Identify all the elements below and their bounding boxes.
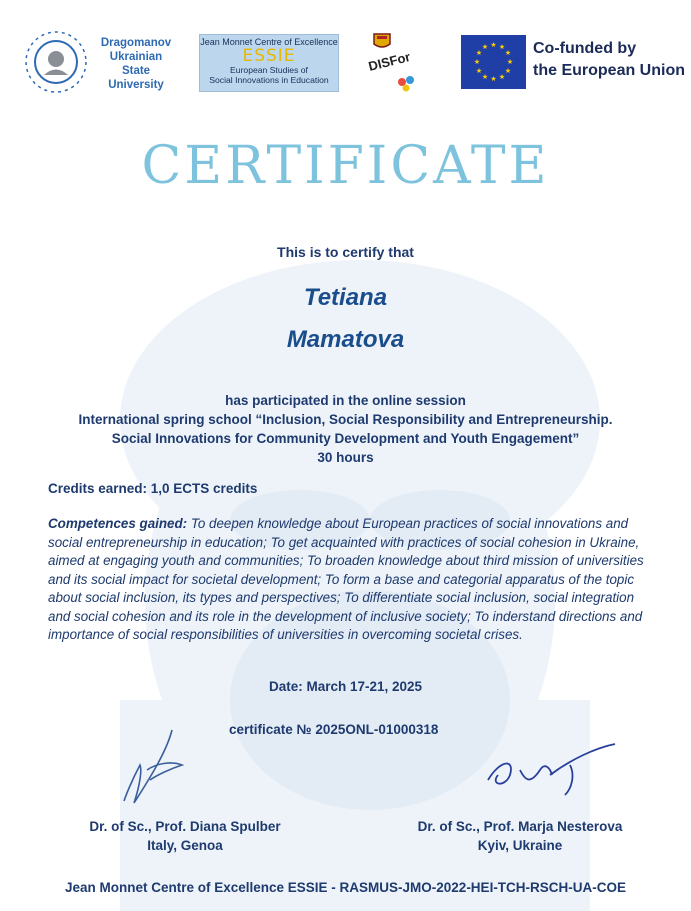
university-logo — [24, 30, 174, 96]
svg-text:★: ★ — [506, 58, 514, 66]
session-line: has participated in the online session — [225, 393, 466, 408]
essie-title: ESSIE — [242, 46, 296, 66]
svg-text:★: ★ — [490, 41, 497, 49]
disfor-logo — [366, 32, 436, 92]
eu-funding-label: Co-funded by the European Union — [533, 40, 685, 79]
session-block — [60, 391, 631, 467]
university-seal-icon — [24, 30, 88, 94]
university-name: Dragomanov Ukrainian State University — [100, 37, 172, 91]
signatory-location: Italy, Genoa — [147, 838, 223, 853]
recipient-last-name: Mamatova — [286, 326, 405, 353]
svg-text:★: ★ — [473, 58, 481, 66]
svg-text:★: ★ — [481, 73, 489, 81]
signatory-right — [390, 817, 650, 855]
signature-spulber — [112, 725, 202, 810]
svg-text:★: ★ — [504, 49, 512, 57]
svg-text:★: ★ — [490, 75, 497, 83]
svg-text:★: ★ — [498, 73, 506, 81]
signatory-name: Dr. of Sc., Prof. Diana Spulber — [89, 819, 281, 834]
essie-top-text: Jean Monnet Centre of Excellence — [200, 37, 338, 47]
svg-text:★: ★ — [475, 49, 483, 57]
competences-block — [48, 515, 658, 645]
signature-nesterova — [480, 740, 620, 800]
eu-stars-icon — [461, 35, 526, 89]
svg-text:★: ★ — [498, 43, 506, 51]
footer-project-code: Jean Monnet Centre of Excellence ESSIE - RASMUS-JMO-2022-HEI-TCH-RSCH-UA-COE — [64, 880, 627, 895]
eu-flag — [461, 35, 526, 89]
essie-line-1: European Studies of — [230, 65, 308, 75]
signatory-name: Dr. of Sc., Prof. Marja Nesterova — [417, 819, 623, 834]
signatory-location: Kyiv, Ukraine — [477, 838, 563, 853]
svg-text:★: ★ — [481, 43, 489, 51]
disfor-text: DISFor — [366, 49, 412, 74]
certify-text: This is to certify that — [277, 244, 414, 260]
svg-text:★: ★ — [504, 67, 512, 75]
credits-earned: Credits earned: 1,0 ECTS credits — [48, 481, 258, 496]
essie-logo — [199, 34, 339, 92]
svg-text:★: ★ — [475, 67, 483, 75]
certificate-number: certificate № 2025ONL-01000318 — [229, 722, 439, 737]
essie-line-2: Social Innovations in Education — [209, 75, 329, 85]
competences-label: Competences gained: — [48, 516, 188, 531]
session-date: Date: March 17-21, 2025 — [268, 679, 423, 694]
recipient-first-name: Tetiana — [303, 284, 388, 311]
program-title: International spring school “Inclusion, Social Responsibility and Entrepreneurship. Social Innovations for Community Development and Youth Engagement” — [78, 412, 613, 446]
signatory-left — [60, 817, 310, 855]
competences-text: To deepen knowledge about European practices of social innovations and social entrepreneurship in education; To get acquainted with practices of social cohesion in Ukraine, aimed at engaging youth and communities; To broaden knowledge about third mission of universities and its social impact for societal development; To form a base and categorial apparatus of the topic about social inclusion, its types and perspectives; To differentiate social inclusion, social integration and social cohesion and its role in the development of inclusive society; To inderstand directions and importance of social responsibilities of universities in overcoming societal crises. — [48, 516, 644, 642]
certificate-title: CERTIFICATE — [141, 136, 550, 196]
program-hours: 30 hours — [317, 450, 374, 465]
